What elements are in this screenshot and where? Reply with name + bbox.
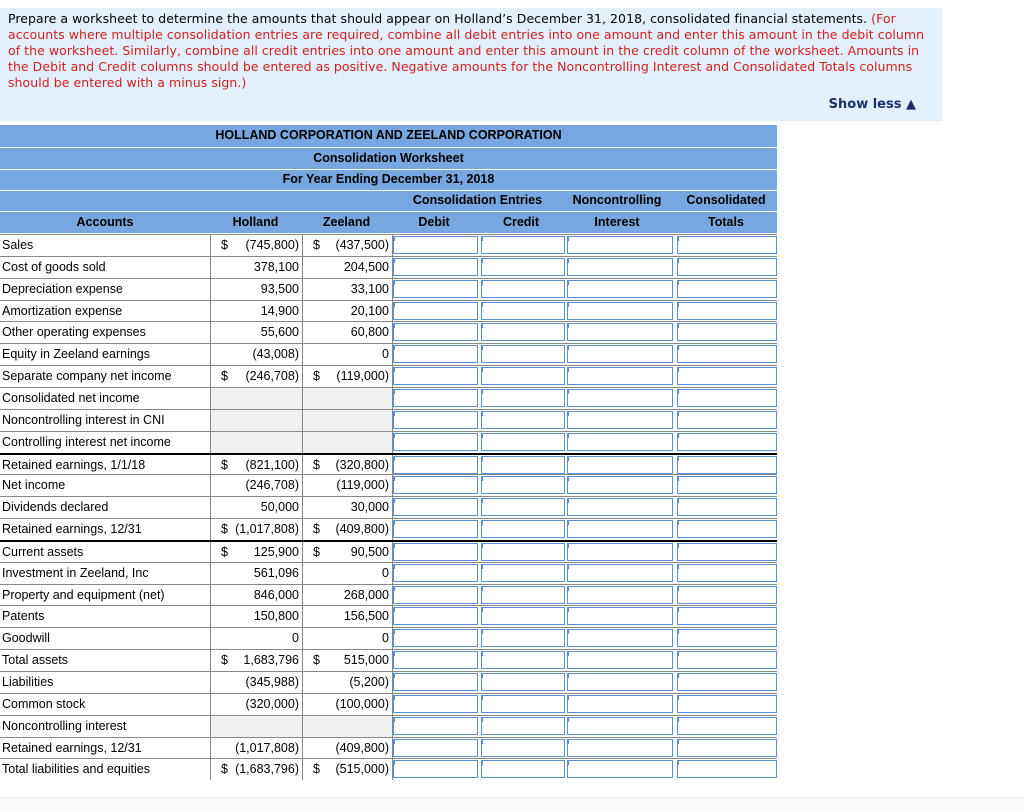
zeeland-cell	[302, 410, 393, 431]
consolidated-total-input[interactable]	[677, 367, 777, 385]
consolidated-total-input[interactable]	[677, 629, 777, 647]
debit-input[interactable]	[393, 695, 478, 713]
debit-input[interactable]	[393, 498, 478, 516]
holland-cell	[210, 475, 302, 496]
holland-cell	[210, 672, 302, 693]
consolidated-total-input[interactable]	[677, 543, 777, 561]
zeeland-dollar-sign: $	[313, 238, 320, 252]
worksheet-period: For Year Ending December 31, 2018	[282, 172, 495, 186]
consolidated-total-input[interactable]	[677, 520, 777, 538]
zeeland-amount: 20,100	[350, 303, 389, 318]
zeeland-amount: (437,500)	[335, 238, 389, 252]
zeeland-amount: 60,800	[350, 325, 389, 340]
consolidated-total-input[interactable]	[677, 586, 777, 604]
zeeland-amount: (5,200)	[349, 675, 389, 689]
holland-cell	[210, 716, 302, 737]
debit-input[interactable]	[393, 323, 478, 341]
credit-input[interactable]	[481, 520, 565, 538]
zeeland-cell	[302, 563, 393, 584]
zeeland-cell	[302, 519, 393, 540]
zeeland-cell	[302, 475, 393, 496]
holland-cell	[210, 257, 302, 278]
account-label: Investment in Zeeland, Inc	[2, 565, 149, 580]
credit-input[interactable]	[481, 607, 565, 625]
zeeland-amount: 33,100	[350, 281, 389, 296]
noncontrolling-input[interactable]	[567, 586, 673, 604]
account-label: Amortization expense	[2, 303, 123, 318]
debit-input[interactable]	[393, 236, 478, 254]
noncontrolling-input[interactable]	[567, 389, 673, 407]
account-label: Retained earnings, 1/1/18	[2, 457, 146, 472]
holland-cell	[210, 563, 302, 584]
holland-cell	[210, 366, 302, 387]
holland-cell	[210, 455, 302, 476]
consolidated-total-input[interactable]	[677, 695, 777, 713]
credit-input[interactable]	[481, 456, 565, 474]
credit-input[interactable]	[481, 760, 565, 778]
table-row	[0, 387, 777, 409]
consolidated-total-input[interactable]	[677, 456, 777, 474]
credit-input[interactable]	[481, 323, 565, 341]
consolidated-total-input[interactable]	[677, 302, 777, 320]
zeeland-amount: 515,000	[343, 653, 389, 668]
holland-dollar-sign: $	[221, 457, 228, 472]
noncontrolling-input[interactable]	[567, 760, 673, 778]
noncontrolling-input[interactable]	[567, 717, 673, 735]
zeeland-cell	[302, 694, 393, 715]
account-label: Cost of goods sold	[2, 259, 106, 274]
account-label: Dividends declared	[2, 500, 109, 515]
holland-cell	[210, 410, 302, 431]
debit-input[interactable]	[393, 280, 478, 298]
table-row	[0, 278, 777, 300]
zeeland-amount: 0	[382, 631, 389, 646]
noncontrolling-input[interactable]	[567, 236, 673, 254]
account-label: Retained earnings, 12/31	[2, 522, 142, 537]
account-label: Depreciation expense	[2, 281, 123, 296]
footer-strip	[0, 797, 1024, 811]
debit-input[interactable]	[393, 367, 478, 385]
account-label: Equity in Zeeland earnings	[2, 347, 151, 362]
account-label: Noncontrolling interest	[2, 718, 127, 733]
zeeland-amount: 30,000	[350, 500, 389, 515]
account-label: Total assets	[2, 653, 69, 668]
worksheet-title: HOLLAND CORPORATION AND ZEELAND CORPORATION	[215, 128, 562, 142]
table-row	[0, 409, 777, 431]
holland-cell	[210, 235, 302, 256]
debit-input[interactable]	[393, 607, 478, 625]
credit-input[interactable]	[481, 345, 565, 363]
zeeland-cell	[302, 759, 393, 780]
table-row	[0, 627, 777, 649]
noncontrolling-input[interactable]	[567, 411, 673, 429]
account-label: Current assets	[2, 544, 84, 559]
holland-amount: (246,708)	[245, 369, 299, 384]
holland-amount: (320,000)	[245, 696, 299, 711]
zeeland-cell	[302, 366, 393, 387]
noncontrolling-input[interactable]	[567, 323, 673, 341]
table-row	[0, 321, 777, 343]
consolidated-total-input[interactable]	[677, 280, 777, 298]
table-row	[0, 737, 777, 759]
noncontrolling-input[interactable]	[567, 476, 673, 494]
noncontrolling-input[interactable]	[567, 607, 673, 625]
holland-dollar-sign: $	[221, 369, 228, 384]
zeeland-amount: (100,000)	[335, 696, 389, 711]
holland-amount: 150,800	[253, 609, 299, 624]
account-label: Noncontrolling interest in CNI	[2, 412, 165, 427]
zeeland-dollar-sign: $	[313, 653, 320, 668]
credit-input[interactable]	[481, 389, 565, 407]
account-label: Total liabilities and equities	[2, 762, 151, 777]
noncontrolling-input[interactable]	[567, 345, 673, 363]
zeeland-cell	[302, 497, 393, 518]
table-row	[0, 584, 777, 606]
holland-amount: 1,683,796	[243, 653, 299, 668]
credit-input[interactable]	[481, 367, 565, 385]
debit-input[interactable]	[393, 456, 478, 474]
credit-input[interactable]	[481, 739, 565, 757]
holland-amount: 561,096	[253, 565, 299, 580]
debit-input[interactable]	[393, 629, 478, 647]
debit-input[interactable]	[393, 433, 478, 451]
holland-dollar-sign: $	[221, 522, 228, 537]
accounts-header: Accounts	[76, 215, 134, 229]
credit-input[interactable]	[481, 543, 565, 561]
table-row	[0, 518, 777, 540]
noncontrolling-input[interactable]	[567, 520, 673, 538]
debit-input[interactable]	[393, 411, 478, 429]
zeeland-dollar-sign: $	[313, 457, 320, 472]
holland-amount: 125,900	[253, 544, 299, 559]
debit-header: Debit	[418, 215, 450, 229]
holland-cell	[210, 519, 302, 540]
table-row	[0, 431, 777, 453]
zeeland-amount: (409,800)	[335, 740, 389, 755]
holland-amount: (1,017,808)	[235, 522, 299, 537]
debit-input[interactable]	[393, 302, 478, 320]
credit-input[interactable]	[481, 236, 565, 254]
consolidated-total-input[interactable]	[677, 651, 777, 669]
debit-input[interactable]	[393, 651, 478, 669]
zeeland-cell	[302, 716, 393, 737]
holland-header: Holland	[232, 215, 279, 229]
account-label: Patents	[2, 609, 45, 624]
table-row	[0, 671, 777, 693]
table-row	[0, 300, 777, 322]
noncontrolling-input[interactable]	[567, 456, 673, 474]
credit-input[interactable]	[481, 302, 565, 320]
zeeland-cell	[302, 455, 393, 476]
table-row	[0, 693, 777, 715]
holland-amount: (1,683,796)	[235, 762, 299, 777]
credit-header: Credit	[502, 215, 540, 229]
worksheet-subtitle-row	[0, 148, 777, 169]
zeeland-amount: 204,500	[343, 259, 389, 274]
credit-input[interactable]	[481, 695, 565, 713]
account-label: Property and equipment (net)	[2, 587, 165, 602]
zeeland-dollar-sign: $	[313, 762, 320, 777]
debit-input[interactable]	[393, 476, 478, 494]
account-label: Goodwill	[2, 631, 50, 646]
credit-input[interactable]	[481, 564, 565, 582]
table-row	[0, 474, 777, 496]
zeeland-cell	[302, 279, 393, 300]
debit-input[interactable]	[393, 760, 478, 778]
noncontrolling-header-line2: Interest	[594, 215, 640, 229]
noncontrolling-input[interactable]	[567, 543, 673, 561]
zeeland-cell	[302, 585, 393, 606]
zeeland-amount: 90,500	[350, 544, 389, 559]
account-label: Other operating expenses	[2, 325, 146, 340]
account-label: Controlling interest net income	[2, 434, 171, 449]
holland-cell	[210, 694, 302, 715]
holland-cell	[210, 497, 302, 518]
credit-input[interactable]	[481, 258, 565, 276]
consolidated-total-input[interactable]	[677, 717, 777, 735]
table-row	[0, 365, 777, 387]
consolidated-total-input[interactable]	[677, 345, 777, 363]
table-row	[0, 540, 777, 563]
holland-cell	[210, 322, 302, 343]
holland-cell	[210, 542, 302, 563]
holland-amount: 14,900	[260, 303, 299, 318]
table-row	[0, 453, 777, 476]
debit-input[interactable]	[393, 345, 478, 363]
credit-input[interactable]	[481, 651, 565, 669]
table-row	[0, 758, 777, 780]
noncontrolling-input[interactable]	[567, 433, 673, 451]
account-label: Separate company net income	[2, 369, 172, 384]
credit-input[interactable]	[481, 717, 565, 735]
consolidated-total-input[interactable]	[677, 476, 777, 494]
debit-input[interactable]	[393, 543, 478, 561]
noncontrolling-input[interactable]	[567, 367, 673, 385]
zeeland-cell	[302, 542, 393, 563]
noncontrolling-input[interactable]	[567, 302, 673, 320]
credit-input[interactable]	[481, 498, 565, 516]
consolidated-total-input[interactable]	[677, 760, 777, 778]
noncontrolling-input[interactable]	[567, 498, 673, 516]
holland-cell	[210, 738, 302, 759]
noncontrolling-input[interactable]	[567, 280, 673, 298]
holland-cell	[210, 585, 302, 606]
table-row	[0, 256, 777, 278]
debit-input[interactable]	[393, 520, 478, 538]
zeeland-header: Zeeland	[322, 215, 371, 229]
instructions-main: Prepare a worksheet to determine the amounts that should appear on Holland’s December 31, 2018, consolidated financial statements.	[8, 11, 868, 26]
account-label: Net income	[2, 478, 66, 493]
debit-input[interactable]	[393, 739, 478, 757]
noncontrolling-header-line1: Noncontrolling	[572, 193, 662, 207]
zeeland-amount: 0	[382, 565, 389, 580]
consolidated-total-input[interactable]	[677, 258, 777, 276]
holland-amount: 93,500	[260, 281, 299, 296]
noncontrolling-input[interactable]	[567, 258, 673, 276]
worksheet-title-row	[0, 125, 777, 147]
account-label: Liabilities	[2, 675, 54, 689]
holland-cell	[210, 650, 302, 671]
zeeland-amount: (320,800)	[335, 457, 389, 472]
zeeland-cell	[302, 388, 393, 409]
consolidated-total-input[interactable]	[677, 739, 777, 757]
zeeland-amount: (119,000)	[336, 369, 389, 384]
holland-amount: (246,708)	[245, 478, 299, 493]
zeeland-amount: (515,000)	[335, 762, 389, 777]
holland-cell	[210, 432, 302, 453]
account-label: Sales	[2, 238, 34, 252]
zeeland-cell	[302, 301, 393, 322]
table-row	[0, 605, 777, 627]
zeeland-cell	[302, 738, 393, 759]
consolidated-total-input[interactable]	[677, 433, 777, 451]
zeeland-cell	[302, 606, 393, 627]
holland-cell	[210, 759, 302, 780]
zeeland-amount: (119,000)	[336, 478, 389, 493]
consolidated-total-input[interactable]	[677, 564, 777, 582]
zeeland-amount: (409,800)	[335, 522, 389, 537]
zeeland-cell	[302, 257, 393, 278]
credit-input[interactable]	[481, 476, 565, 494]
zeeland-cell	[302, 344, 393, 365]
holland-amount: 55,600	[260, 325, 299, 340]
noncontrolling-input[interactable]	[567, 695, 673, 713]
zeeland-cell	[302, 322, 393, 343]
credit-input[interactable]	[481, 433, 565, 451]
consolidated-total-input[interactable]	[677, 389, 777, 407]
zeeland-dollar-sign: $	[313, 544, 320, 559]
table-row	[0, 496, 777, 518]
holland-amount: (1,017,808)	[235, 740, 299, 755]
consolidation-entries-header: Consolidation Entries	[412, 193, 543, 207]
holland-cell	[210, 388, 302, 409]
holland-amount: (821,100)	[245, 457, 299, 472]
zeeland-cell	[302, 432, 393, 453]
consolidated-total-input[interactable]	[677, 411, 777, 429]
instructions-panel	[0, 8, 942, 121]
credit-input[interactable]	[481, 629, 565, 647]
show-less-link[interactable]: Show less ▲	[828, 97, 916, 112]
column-header-row	[0, 212, 777, 233]
holland-amount: (43,008)	[252, 347, 299, 362]
holland-dollar-sign: $	[221, 238, 228, 252]
table-row	[0, 715, 777, 737]
consolidated-total-input[interactable]	[677, 673, 777, 691]
credit-input[interactable]	[481, 586, 565, 604]
debit-input[interactable]	[393, 717, 478, 735]
consolidated-total-input[interactable]	[677, 236, 777, 254]
table-row	[0, 343, 777, 365]
worksheet-subtitle: Consolidation Worksheet	[313, 151, 464, 165]
zeeland-cell	[302, 235, 393, 256]
holland-amount: 50,000	[260, 500, 299, 515]
table-row	[0, 562, 777, 584]
holland-dollar-sign: $	[221, 544, 228, 559]
zeeland-amount: 156,500	[343, 609, 389, 624]
debit-input[interactable]	[393, 389, 478, 407]
holland-amount: 846,000	[253, 587, 299, 602]
holland-cell	[210, 628, 302, 649]
debit-input[interactable]	[393, 673, 478, 691]
account-label: Consolidated net income	[2, 390, 140, 405]
zeeland-amount: 268,000	[343, 587, 389, 602]
consolidated-total-input[interactable]	[677, 498, 777, 516]
debit-input[interactable]	[393, 564, 478, 582]
credit-input[interactable]	[481, 280, 565, 298]
zeeland-dollar-sign: $	[313, 522, 320, 537]
noncontrolling-input[interactable]	[567, 564, 673, 582]
holland-cell	[210, 279, 302, 300]
zeeland-cell	[302, 650, 393, 671]
debit-input[interactable]	[393, 586, 478, 604]
consolidated-header-line2: Totals	[708, 215, 744, 229]
consolidated-header-line1: Consolidated	[686, 193, 766, 207]
consolidated-total-input[interactable]	[677, 323, 777, 341]
zeeland-dollar-sign: $	[313, 369, 320, 384]
holland-amount: (345,988)	[245, 675, 299, 689]
holland-amount: 0	[292, 631, 299, 646]
noncontrolling-input[interactable]	[567, 651, 673, 669]
worksheet-period-row	[0, 170, 777, 190]
holland-dollar-sign: $	[221, 653, 228, 668]
account-label: Retained earnings, 12/31	[2, 740, 142, 755]
noncontrolling-input[interactable]	[567, 629, 673, 647]
zeeland-cell	[302, 628, 393, 649]
holland-cell	[210, 301, 302, 322]
holland-amount: 378,100	[253, 259, 299, 274]
debit-input[interactable]	[393, 258, 478, 276]
account-label: Common stock	[2, 696, 86, 711]
credit-input[interactable]	[481, 673, 565, 691]
zeeland-amount: 0	[382, 347, 389, 362]
holland-amount: (745,800)	[245, 238, 299, 252]
table-row	[0, 649, 777, 671]
instructions-note: (For accounts where multiple consolidation entries are required, combine all debit entries into one amount and enter this amount in the debit column of the worksheet. Similarly, combine all credit entries into one amount and enter this amount in the credit column of the worksheet. Amounts in the Debit and Credit columns should be entered as positive. Negative amounts for the Noncontrolling Interest and Consolidated Totals columns should be entered with a minus sign.)	[8, 11, 925, 90]
instructions-text	[8, 11, 928, 91]
consolidated-total-input[interactable]	[677, 607, 777, 625]
noncontrolling-input[interactable]	[567, 673, 673, 691]
holland-dollar-sign: $	[221, 762, 228, 777]
holland-cell	[210, 606, 302, 627]
noncontrolling-input[interactable]	[567, 739, 673, 757]
credit-input[interactable]	[481, 411, 565, 429]
table-row	[0, 234, 777, 256]
zeeland-cell	[302, 672, 393, 693]
holland-cell	[210, 344, 302, 365]
column-group-header-row	[0, 191, 777, 211]
